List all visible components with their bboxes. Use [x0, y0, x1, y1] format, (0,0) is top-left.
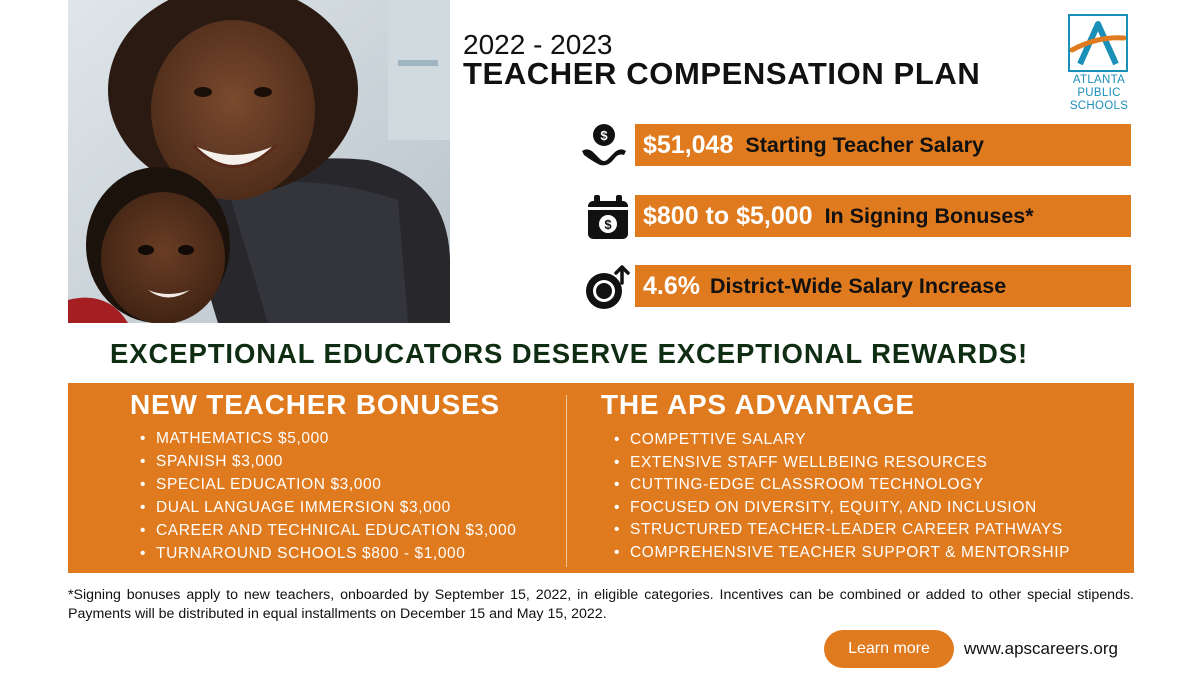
- list-item: • FOCUSED ON DIVERSITY, EQUITY, AND INCLUSION: [614, 497, 1070, 520]
- stat-label: In Signing Bonuses*: [824, 203, 1034, 228]
- plan-year: 2022 - 2023: [463, 29, 613, 60]
- stat-signing-bonuses: [635, 195, 1131, 237]
- slogan: EXCEPTIONAL EDUCATORS DESERVE EXCEPTIONAL REWARDS!: [110, 338, 1029, 369]
- list-item: • CUTTING-EDGE CLASSROOM TECHNOLOGY: [614, 474, 1070, 497]
- svg-text:$: $: [600, 128, 608, 143]
- teacher-and-child-photo: [68, 0, 450, 323]
- advantage-list: [614, 429, 1070, 565]
- list-item: • MATHEMATICS $5,000: [140, 427, 516, 450]
- logo-line-2: PUBLIC: [1077, 87, 1121, 99]
- list-item: • EXTENSIVE STAFF WELLBEING RESOURCES: [614, 452, 1070, 475]
- stat-label: District-Wide Salary Increase: [709, 273, 1007, 298]
- stat-salary-increase: [635, 265, 1131, 307]
- page-title: TEACHER COMPENSATION PLAN: [463, 56, 981, 91]
- list-item: • SPECIAL EDUCATION $3,000: [140, 473, 516, 496]
- footnote: *Signing bonuses apply to new teachers, onboarded by September 15, 2022, in eligible categories. Incentives can be combined or added to other special stipends. Payments will be distributed in equal installments on December 15 and May 15, 2022.: [68, 587, 1134, 622]
- logo-line-1: ATLANTA: [1072, 74, 1126, 86]
- stat-amount: $800 to $5,000: [643, 201, 813, 230]
- list-item: • STRUCTURED TEACHER-LEADER CAREER PATHWAYS: [614, 519, 1070, 542]
- logo-a-icon: [1070, 16, 1126, 70]
- hero-photo: [68, 0, 450, 323]
- stat-starting-salary: [635, 124, 1131, 166]
- svg-text:$: $: [604, 217, 612, 232]
- logo-mark: [1068, 14, 1128, 72]
- stat-amount: 4.6%: [643, 271, 700, 300]
- stat-label: Starting Teacher Salary: [745, 132, 984, 157]
- coin-growth-icon: [584, 263, 632, 311]
- hand-holding-coins-icon: [580, 121, 628, 169]
- logo-text: [1064, 74, 1134, 113]
- list-item: • COMPETTIVE SALARY: [614, 429, 1070, 452]
- list-item: • DUAL LANGUAGE IMMERSION $3,000: [140, 496, 516, 519]
- learn-more-button[interactable]: Learn more: [824, 630, 954, 668]
- bonuses-list: [140, 427, 516, 565]
- panel-divider: [566, 395, 567, 567]
- stat-amount: $51,048: [643, 130, 734, 159]
- advantage-title: THE APS ADVANTAGE: [601, 389, 915, 420]
- logo-line-3: SCHOOLS: [1069, 100, 1129, 112]
- bonuses-title: NEW TEACHER BONUSES: [130, 389, 500, 420]
- list-item: • CAREER AND TECHNICAL EDUCATION $3,000: [140, 519, 516, 542]
- aps-logo: [1064, 12, 1134, 112]
- website-link[interactable]: www.apscareers.org: [964, 639, 1119, 658]
- list-item: • COMPREHENSIVE TEACHER SUPPORT & MENTORSHIP: [614, 542, 1070, 565]
- list-item: • TURNAROUND SCHOOLS $800 - $1,000: [140, 542, 516, 565]
- calendar-dollar-icon: [584, 193, 632, 241]
- list-item: • SPANISH $3,000: [140, 450, 516, 473]
